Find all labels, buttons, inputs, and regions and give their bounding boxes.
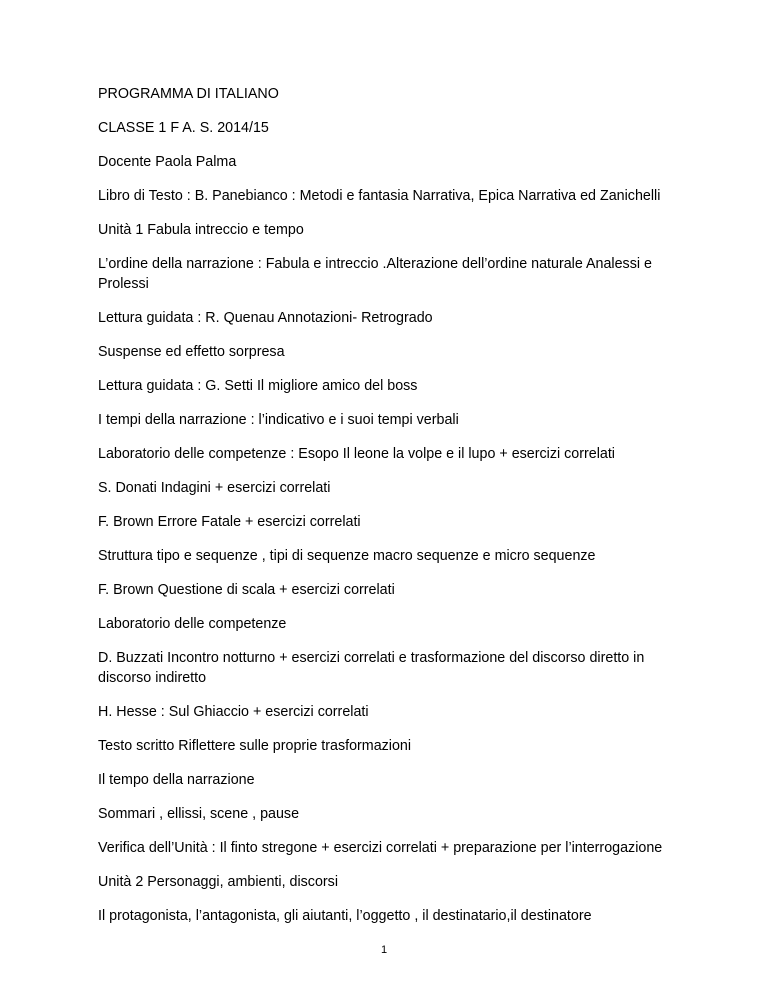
program-item: H. Hesse : Sul Ghiaccio + esercizi correlati (98, 704, 369, 720)
document-body (98, 84, 673, 940)
program-item: Struttura tipo e sequenze , tipi di sequenze macro sequenze e micro sequenze (98, 548, 596, 564)
unit-heading: Unità 1 Fabula intreccio e tempo (98, 222, 304, 238)
class-year-line: CLASSE 1 F A. S. 2014/15 (98, 120, 269, 136)
unit-heading: Unità 2 Personaggi, ambienti, discorsi (98, 874, 338, 890)
program-item: F. Brown Questione di scala + esercizi correlati (98, 582, 395, 598)
program-item: Laboratorio delle competenze : Esopo Il leone la volpe e il lupo + esercizi correlati (98, 446, 615, 462)
program-item: Il tempo della narrazione (98, 772, 255, 788)
program-item: Sommari , ellissi, scene , pause (98, 806, 300, 822)
program-item: Testo scritto Riflettere sulle proprie trasformazioni (98, 738, 412, 754)
teacher-line: Docente Paola Palma (98, 154, 237, 170)
program-item: F. Brown Errore Fatale + esercizi correlati (98, 514, 361, 530)
document-title: PROGRAMMA DI ITALIANO (98, 86, 279, 102)
textbook-line: Libro di Testo : B. Panebianco : Metodi e fantasia Narrativa, Epica Narrativa ed Zanichelli (98, 188, 661, 204)
program-item: Suspense ed effetto sorpresa (98, 344, 285, 360)
program-item: Il protagonista, l’antagonista, gli aiutanti, l’oggetto , il destinatario,il destinatore (98, 908, 592, 924)
program-item: Laboratorio delle competenze (98, 616, 287, 632)
program-item: D. Buzzati Incontro notturno + esercizi correlati e trasformazione del discorso diretto in discorso indiretto (98, 650, 645, 686)
program-item: Lettura guidata : G. Setti Il migliore amico del boss (98, 378, 418, 394)
program-item: S. Donati Indagini + esercizi correlati (98, 480, 331, 496)
program-item: L’ordine della narrazione : Fabula e intreccio .Alterazione dell’ordine naturale Analessi e Prolessi (98, 256, 652, 292)
program-item: Verifica dell’Unità : Il finto stregone + esercizi correlati + preparazione per l’interrogazione (98, 840, 663, 856)
page-number: 1 (380, 944, 388, 956)
program-item: Lettura guidata : R. Quenau Annotazioni- Retrogrado (98, 310, 433, 326)
program-item: I tempi della narrazione : l’indicativo e i suoi tempi verbali (98, 412, 459, 428)
